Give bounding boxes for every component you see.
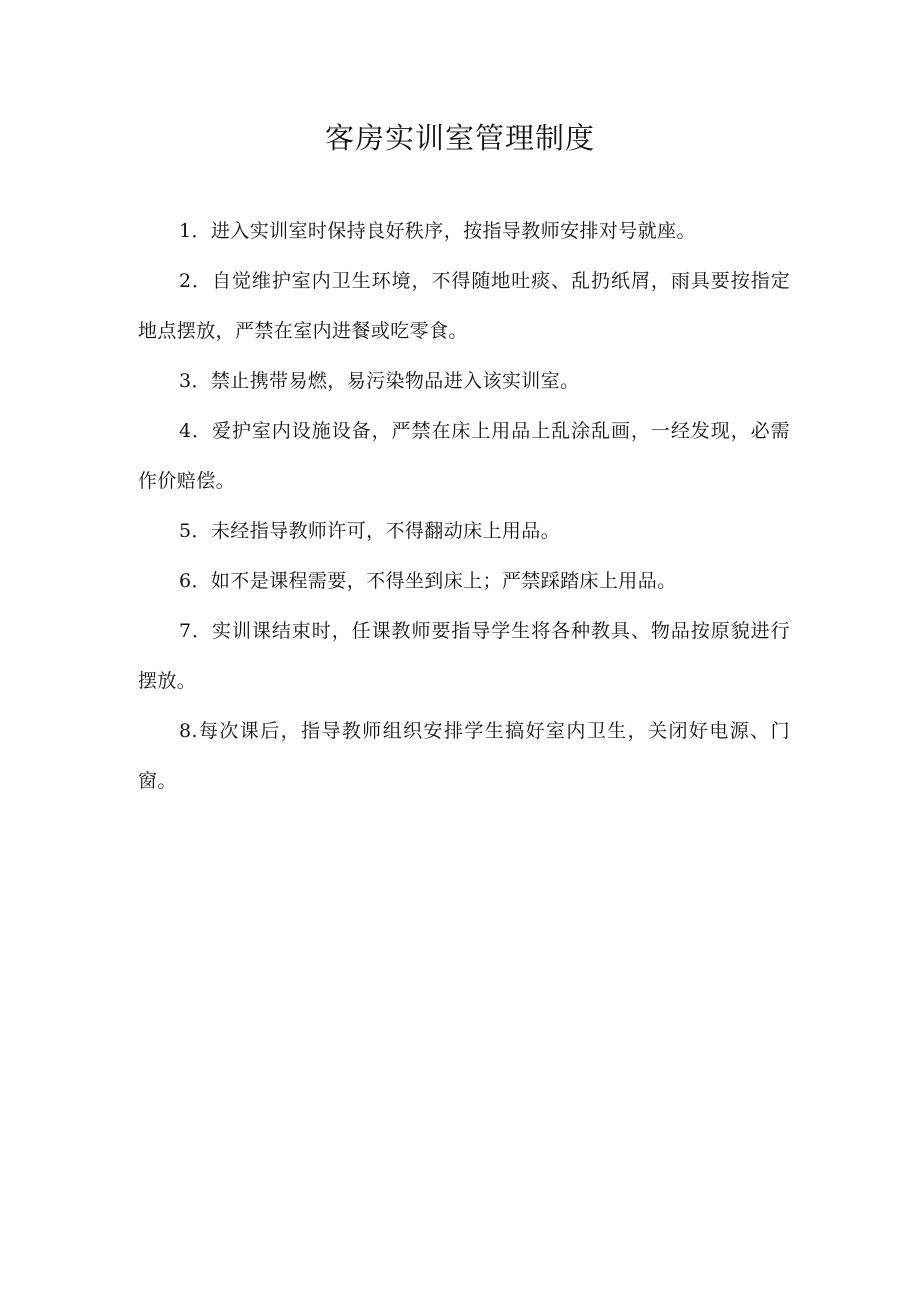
document-title: 客房实训室管理制度 bbox=[324, 121, 595, 155]
rule-item-6: 6．如不是课程需要，不得坐到床上；严禁踩踏床上用品。 bbox=[179, 570, 677, 592]
rule-item-4: 4．爱护室内设施设备，严禁在床上用品上乱涂乱画，一经发现，必需作价赔偿。 bbox=[138, 420, 790, 492]
rules-list bbox=[138, 206, 790, 806]
rule-item-3: 3．禁止携带易燃，易污染物品进入该实训室。 bbox=[179, 370, 580, 392]
rule-item-8: 8.每次课后，指导教师组织安排学生搞好室内卫生，关闭好电源、门窗。 bbox=[138, 720, 790, 792]
rule-item-1: 1．进入实训室时保持良好秩序，按指导教师安排对号就座。 bbox=[179, 220, 696, 242]
rule-item-7: 7．实训课结束时，任课教师要指导学生将各种教具、物品按原貌进行摆放。 bbox=[138, 620, 790, 692]
rule-item-2: 2．自觉维护室内卫生环境，不得随地吐痰、乱扔纸屑，雨具要按指定地点摆放，严禁在室内进餐或吃零食。 bbox=[138, 270, 790, 342]
rule-item-5: 5．未经指导教师许可，不得翻动床上用品。 bbox=[179, 520, 561, 542]
